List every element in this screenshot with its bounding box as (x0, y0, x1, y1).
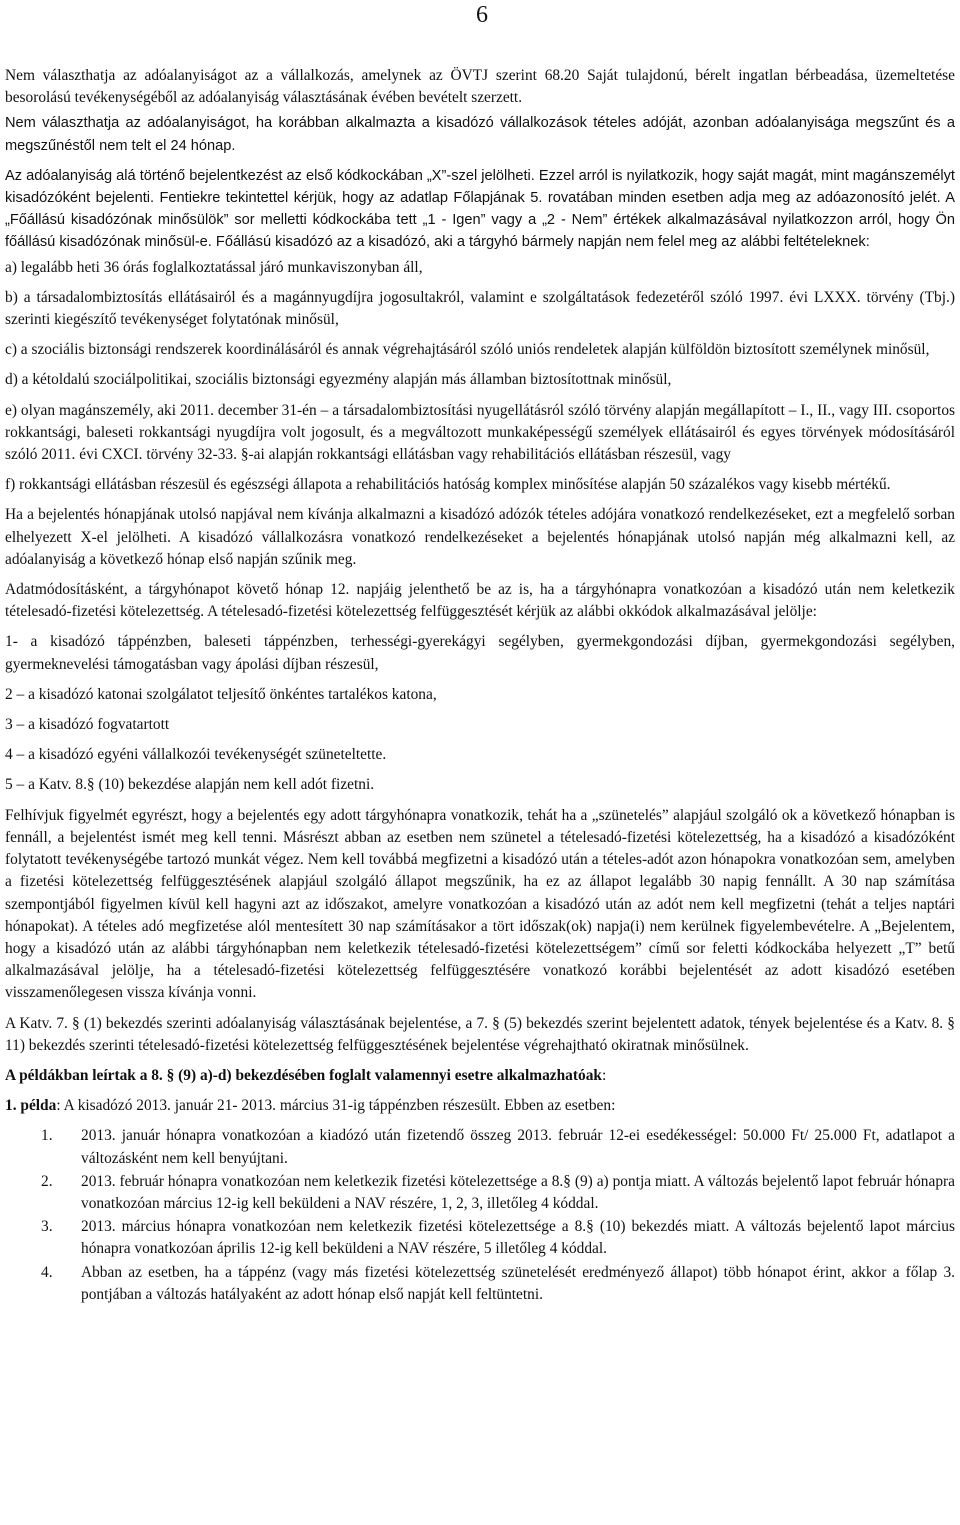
reason-code-2: 2 – a kisadózó katonai szolgálatot teljesítő önkéntes tartalékos katona, (5, 685, 437, 703)
example-1-intro (5, 1095, 955, 1117)
examples-heading-colon: : (601, 1066, 607, 1084)
example-item (5, 1125, 955, 1169)
reason-code-1: 1- a kisadózó táppénzben, baleseti táppénzben, terhességi-gyerekágyi segélyben, gyermekgondozási díjban, gyermekgondozási segélyben, gyermeknevelési támogatásban vagy ápolási díjban részesül, (5, 633, 955, 673)
page-number: 6 (476, 2, 488, 28)
page-content (5, 65, 955, 1307)
example-item-number: 4. (41, 1263, 53, 1281)
paragraph-termination: Ha a bejelentés hónapjának utolsó napjával nem kívánja alkalmazni a kisadózó adózók tételes adójára vonatkozó rendelkezéseket, ezt a megfelelő sorban elhelyezett X-el jelölheti. A kisadózó vállalkozásra vonatkozó rendelkezéseket a bejelentés hónapjának utolsó napján még alkalmazni kell, az adóalanyiság a következő hónap első napján szűnik meg. (5, 506, 955, 568)
example-item-number: 3. (41, 1218, 53, 1236)
reason-code-5: 5 – a Katv. 8.§ (10) bekezdése alapján nem kell adót fizetni. (5, 776, 375, 794)
examples-heading-strong: A példákban leírtak a 8. § (9) a)-d) bekezdésében foglalt valamennyi esetre alkalmazhatóak (5, 1066, 602, 1084)
paragraph-previous-tax: Nem választhatja az adóalanyiságot, ha korábban alkalmazta a kisadózó vállalkozások tételes adóját, azonban adóalanyisága megszűnt és a megszűnéstől nem telt el 24 hónap. (5, 115, 955, 154)
example-item-text: 2013. január hónapra vonatkozóan a kiadózó után fizetendő összeg 2013. február 12-ei esedékességel: 50.000 Ft/ 25.000 Ft, adatlapot a változásként nem kell benyújtani. (81, 1127, 955, 1167)
examples-heading (5, 1065, 955, 1087)
condition-e: e) olyan magánszemély, aki 2011. december 31-én – a társadalombiztosítási nyugellátásról szóló törvény alapján megállapított – I., II., vagy III. csoportos rokkantsági, baleseti rokkantsági nyugdíjra volt jogosult, és a megváltozott munkaképességű személyek ellátásairól és egyes törvények módosításáról szóló 2011. évi CXCI. törvény 32-33. §-ai alapján rokkantsági ellátásban vagy rehabilitációs ellátásban részesül, vagy (5, 401, 955, 464)
example-list (5, 1125, 955, 1306)
paragraph-ovtj: Nem választhatja az adóalanyiságot az a vállalkozás, amelynek az ÖVTJ szerint 68.20 Saját tulajdonú, bérelt ingatlan bérbeadása, üzemeltetése besorolású tevékenységéből az adóalanyiság választásának évében bevételt szerzett. (5, 67, 955, 107)
condition-b: b) a társadalombiztosítás ellátásairól és a magánnyugdíjra jogosultakról, valamint e szolgáltatások fedezetéről szóló 1997. évi LXXX. törvény (Tbj.) szerinti kiegészítő tevékenységet folytatónak minősül, (5, 288, 955, 329)
example-item-number: 1. (41, 1127, 53, 1145)
condition-f: f) rokkantsági ellátásban részesül és egészségi állapota a rehabilitációs hatóság komplex minősítése alapján 50 százalékos vagy kisebb mértékű. (5, 476, 891, 494)
example-item-text: 2013. február hónapra vonatkozóan nem keletkezik fizetési kötelezettsége a 8.§ (9) a) pontja miatt. A változás bejelentő lapot február hónapra vonatkozóan március 12-ig kell beküldeni a NAV részére, 1, 2, 3, illetőleg 4 kóddal. (81, 1172, 955, 1212)
example-item-number: 2. (41, 1172, 53, 1190)
reason-code-4: 4 – a kisadózó egyéni vállalkozói tevékenységét szüneteltette. (5, 746, 387, 764)
example-item (5, 1262, 955, 1306)
example-item-text: 2013. március hónapra vonatkozóan nem keletkezik fizetési kötelezettsége a 8.§ (10) bekezdés miatt. A változás bejelentő lapot március hónapra vonatkozóan április 12-ig kell beküldeni a NAV részére, 5 illetőleg 4 kóddal. (81, 1218, 955, 1258)
condition-c: c) a szociális biztonsági rendszerek koordinálásáról és annak végrehajtásáról szóló uniós rendeletek alapján külföldön biztosított személynek minősül, (5, 341, 930, 359)
example-item (5, 1171, 955, 1215)
paragraph-registration: Az adóalanyiság alá történő bejelentkezést az első kódkockában „X”-szel jelölheti. Ezzel arról is nyilatkozik, hogy saját magát, mint magánszemélyt kisadózóként bejelenti. Fentiekre tekintettel kérjük, hogy az adatlap Főlapjának 5. rovatában minden esetben adja meg az adóazonosító jelét. A „Főállású kisadózónak minősülök” sor melletti kódkockába tett „1 - Igen” vagy a „2 - Nem” értékek alkalmazásával nyilatkozzon arról, hogy Ön főállású kisadózónak minősül-e. Főállású kisadózó az a kisadózó, aki a tárgyhó bármely napján nem felel meg az alábbi feltételeknek: (5, 167, 955, 251)
example-text: : A kisadózó 2013. január 21- 2013. március 31-ig táppénzben részesült. Ebben az esetben: (56, 1097, 616, 1115)
condition-d: d) a kétoldalú szociálpolitikai, szociális biztonsági egyezmény alapján más államban biztosítottnak minősül, (5, 371, 672, 389)
example-item-text: Abban az esetben, ha a táppénz (vagy más fizetési kötelezettség szünetelését eredményező állapot) több hónapot érint, akkor a főlap 3. pontjában a változás hatályaként az adott hónap első napját kell feltüntetni. (81, 1263, 955, 1303)
paragraph-enforceable: A Katv. 7. § (1) bekezdés szerinti adóalanyiság választásának bejelentése, a 7. § (5) bekezdés szerint bejelentett adatok, tények bejelentése és a Katv. 8. § 11) bekezdés szerinti tételesadó-fizetési kötelezettség felfüggesztésének bejelentése végrehajtható okiratnak minősülnek. (5, 1014, 955, 1054)
paragraph-data-modification: Adatmódosításként, a tárgyhónapot követő hónap 12. napjáig jelenthető be az is, ha a tárgyhónapra vonatkozóan a kisadózó után nem keletkezik tételesadó-fizetési kötelezettség. A tételesadó-fizetési kötelezettség felfüggesztését kérjük az alábbi okkódok alkalmazásával jelölje: (5, 581, 955, 621)
condition-a: a) legalább heti 36 órás foglalkoztatással járó munkaviszonyban áll, (5, 258, 423, 276)
reason-code-3: 3 – a kisadózó fogvatartott (5, 716, 170, 734)
example-label: 1. példa (5, 1097, 57, 1115)
example-item (5, 1216, 955, 1260)
paragraph-attention: Felhívjuk figyelmét egyrészt, hogy a bejelentés egy adott tárgyhónapra vonatkozik, tehát ha a „szünetelés” alapjául szolgáló ok a következő hónapban is fennáll, a bejelentést ismét meg kell tenni. Másrészt abban az esetben nem szünetel a tételesadó-fizetési kötelezettség, ha a kisadózó a kisadózóként folytatott tevékenységébe tartozó munkát végez. Nem kell továbbá megfizetni a kisadózó után a tételes-adót azon hónapokra vonatkozóan sem, amelyben a fizetési kötelezettség felfüggesztésének alapjául szolgáló állapot megszűnik, ha ez az állapot legalább 30 napig fennállt. A 30 nap számítása szempontjából figyelmen kívül kell hagyni azt az időszakot, amelyre vonatkozóan a kisadózó után az adót nem kell megfizetni (tehát a teljes naptári hónapokat). A tételes adó megfizetése alól mentesített 30 nap számításakor a tört időszak(ok) napja(i) nem kerülnek figyelembevételre. A „Bejelentem, hogy a kisadózó után az alábbi tárgyhónapban nem keletkezik tételesadó-fizetési kötelezettségem” című sor feletti kódkockába helyezett „T” betű alkalmazásával jelölje, ha a tételesadó-fizetési kötelezettség felfüggesztésére vonatkozó korábbi bejelentését az adott kisadózó esetében visszamenőlegesen vissza kívánja vonni. (5, 806, 955, 1002)
